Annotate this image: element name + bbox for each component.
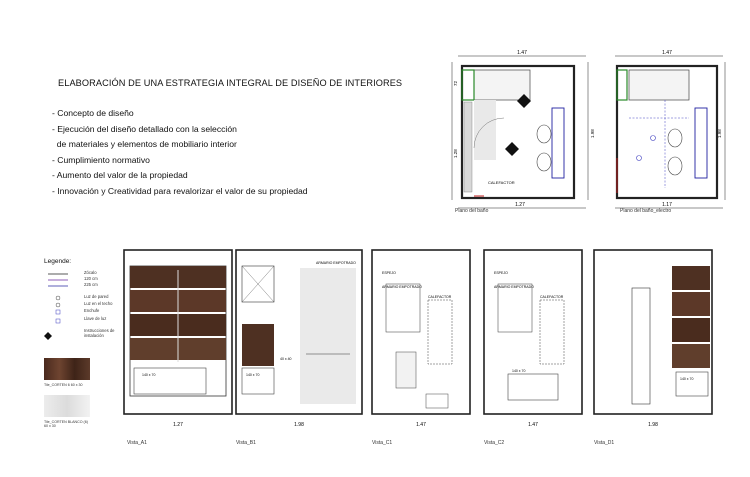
elevation-caption: Vista_C1 <box>372 440 393 446</box>
elevation-label: ESPEJO <box>382 271 396 275</box>
plan-side-dimension: 1.28 <box>453 149 458 158</box>
legend-item: Luz en el techo <box>84 301 113 306</box>
elevation-label: 140 x 70 <box>680 377 694 381</box>
tile-swatch-corten <box>44 358 90 380</box>
legend-symbols <box>44 268 74 348</box>
elevation-c2 <box>478 244 588 432</box>
elevation-label: 140 x 70 <box>246 373 260 377</box>
bullet-item: - Aumento del valor de la propiedad <box>52 170 188 181</box>
elevation-label: ESPEJO <box>494 271 508 275</box>
legend-item: 120 cm <box>84 276 98 281</box>
legend-title: Legende: <box>44 258 72 265</box>
elevation-width: 1.47 <box>416 422 426 428</box>
plan-top-dimension: 1.47 <box>662 50 672 56</box>
elevation-d1 <box>588 244 718 432</box>
elevation-label: ARMARIO EMPOTRADO <box>382 285 422 289</box>
legend-items <box>84 270 118 338</box>
elevation-label: CALEFACTOR <box>540 295 564 299</box>
bullet-item: de materiales y elementos de mobiliario interior <box>52 139 237 150</box>
elevation-caption: Vista_D1 <box>594 440 615 446</box>
elevation-label: 140 x 70 <box>142 373 156 377</box>
bullet-item: - Innovación y Creatividad para revalorizar el valor de su propiedad <box>52 185 308 196</box>
plan-side-dimension: 1.98 <box>590 129 595 138</box>
plan-heater-label: CALEFACTOR <box>488 180 515 185</box>
bullet-item: - Concepto de diseño <box>52 108 134 118</box>
legend-item: 225 cm <box>84 282 98 287</box>
elevation-caption: Vista_B1 <box>236 440 256 446</box>
legend-item: Enchufe <box>84 308 100 313</box>
elevation-caption: Vista_C2 <box>484 440 505 446</box>
plan-side-dimension: 72 <box>453 80 458 86</box>
elevation-b1 <box>230 244 368 432</box>
plan-bottom-dimension: 1.27 <box>515 202 525 208</box>
elevation-width: 1.47 <box>528 422 538 428</box>
bathroom-floor-plan <box>448 48 596 216</box>
elevation-c1 <box>366 244 476 432</box>
bullet-item: - Ejecución del diseño detallado con la selección <box>52 123 237 134</box>
elevation-width: 1.98 <box>294 422 304 428</box>
legend-item: Zócalo <box>84 270 97 275</box>
elevation-width: 1.98 <box>648 422 658 428</box>
swatch-label: Tile_CORTEN 6 60 x 30 <box>44 383 83 387</box>
plan-side-dimension: 1.98 <box>717 129 722 138</box>
plan-caption: Plano del baño_electro <box>620 208 672 214</box>
elevation-label: ARMARIO EMPOTRADO <box>316 261 356 265</box>
elevation-label: 140 x 70 <box>512 369 526 373</box>
tile-swatch-blanco <box>44 395 90 417</box>
elevation-width: 1.27 <box>173 422 183 428</box>
elevation-label: CALEFACTOR <box>428 295 452 299</box>
legend-item: Llave de luz <box>84 316 107 321</box>
plan-bottom-dimension: 1.17 <box>662 202 672 208</box>
elevation-label: 40 x 40 <box>280 357 292 361</box>
plan-top-dimension: 1.47 <box>517 50 527 56</box>
bathroom-electrical-plan <box>605 48 729 216</box>
elevation-a1 <box>118 244 238 432</box>
legend-item: Luz de pared <box>84 294 109 299</box>
bullet-item: - Cumplimiento normativo <box>52 154 150 165</box>
page-heading: ELABORACIÓN DE UNA ESTRATEGIA INTEGRAL DE DISEÑO DE INTERIORES <box>58 78 403 88</box>
legend-item: Instrucciones de instalación <box>84 328 115 338</box>
plan-caption: Plano del baño <box>455 208 489 214</box>
swatch-label: Tile_CORTEN BLANCO (6) 60 x 30 <box>44 420 88 428</box>
elevation-label: ARMARIO EMPOTRADO <box>494 285 534 289</box>
elevation-caption: Vista_A1 <box>127 440 147 446</box>
feature-list <box>52 106 308 200</box>
